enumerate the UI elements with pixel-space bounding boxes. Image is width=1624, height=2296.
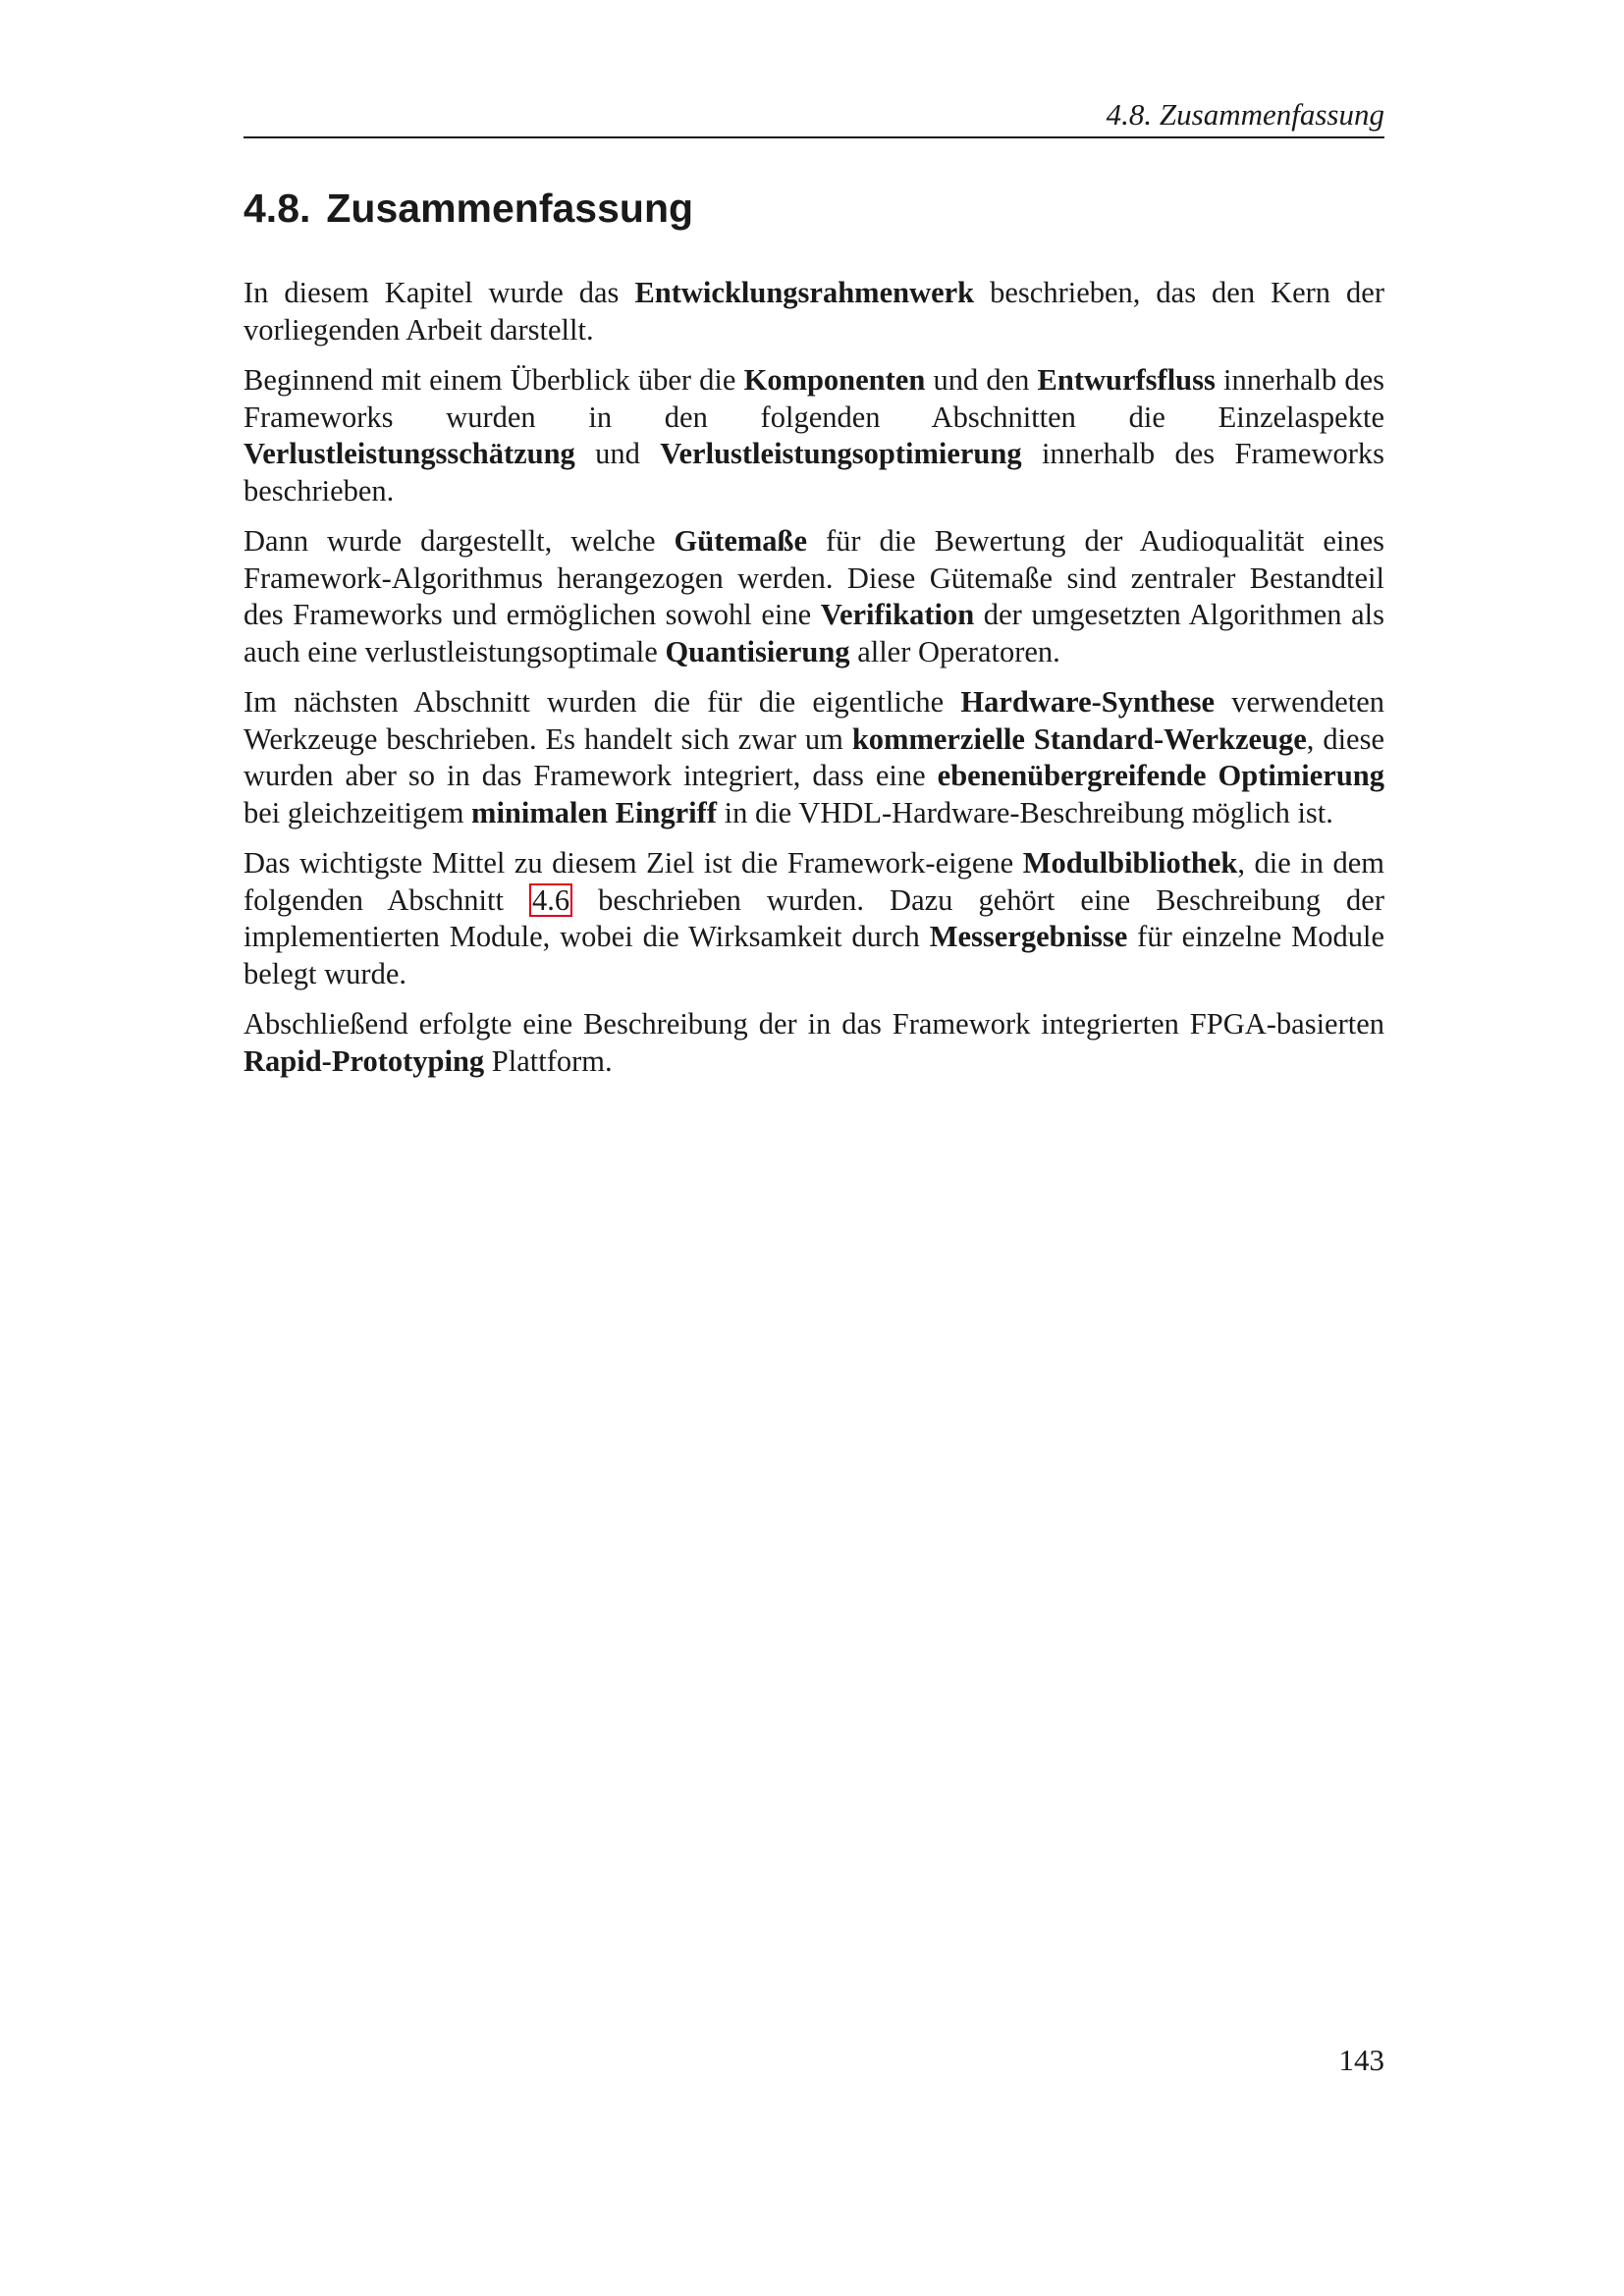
text-run: Abschließend erfolgte eine Beschreibung der in das Framework integrierten FPGA-basierten xyxy=(244,1007,1384,1041)
text-run: , die in dem folgenden Abschnitt xyxy=(244,846,1385,917)
text-run: In diesem Kapitel wurde das xyxy=(244,276,635,309)
paragraph-5 xyxy=(244,845,1384,992)
text-run: bei gleichzeitigem xyxy=(244,795,472,829)
text-run: Das wichtigste Mittel zu diesem Ziel ist die Framework-eigene xyxy=(244,846,1023,880)
text-run: aller Operatoren. xyxy=(849,634,1060,668)
paragraph-4 xyxy=(244,684,1384,831)
section-number: 4.8. xyxy=(244,186,311,231)
bold-term: Verlustleistungsoptimierung xyxy=(660,437,1022,470)
bold-term: Modulbibliothek xyxy=(1022,846,1238,880)
bold-term: Rapid-Prototyping xyxy=(244,1043,485,1078)
bold-term: Quantisierung xyxy=(665,634,850,668)
text-run: Dann wurde dargestellt, welche xyxy=(244,524,675,558)
bold-term: ebenenübergreifende Optimierung xyxy=(937,759,1384,792)
text-run: Im nächsten Abschnitt wurden die für die eigentliche xyxy=(244,685,961,719)
paragraph-1 xyxy=(244,275,1384,348)
paragraph-6 xyxy=(244,1006,1384,1080)
section-title xyxy=(244,183,693,234)
page-number: 143 xyxy=(1338,2043,1384,2077)
bold-term: kommerzielle Standard-Werkzeuge xyxy=(851,721,1307,756)
text-run: beschrieben, das den Kern der vorliegenden Arbeit darstellt. xyxy=(244,276,1385,347)
text-run: beschrieben wurden. Dazu gehört eine Beschreibung der implementierten Module, wobei die Wirksamkeit durch xyxy=(244,882,1384,953)
text-run: für die Bewertung der Audioqualität eines Framework-Algorithmus herangezogen werden. Diese Gütemaße sind zentraler Bestandteil des Frameworks und ermöglichen sowohl eine xyxy=(244,524,1384,631)
bold-term: minimalen Eingriff xyxy=(471,795,717,829)
bold-term: Komponenten xyxy=(743,363,926,397)
bold-term: Verlustleistungsschätzung xyxy=(244,437,575,470)
bold-term: Hardware-Synthese xyxy=(960,685,1216,719)
text-run: Beginnend mit einem Überblick über die xyxy=(244,363,744,397)
text-run: verwendeten Werkzeuge beschrieben. Es handelt sich zwar um xyxy=(244,685,1385,756)
section-title-text: Zusammenfassung xyxy=(326,186,694,231)
paragraph-2 xyxy=(244,362,1384,509)
text-run: für einzelne Module belegt wurde. xyxy=(244,920,1384,990)
bold-term: Entwurfsfluss xyxy=(1037,363,1216,397)
text-run: und xyxy=(574,437,661,470)
text-run: der umgesetzten Algorithmen als auch eine verlustleistungsoptimale xyxy=(244,598,1384,668)
text-run: Plattform. xyxy=(484,1043,613,1078)
paragraph-3 xyxy=(244,523,1384,670)
text-run: innerhalb des Frameworks beschrieben. xyxy=(244,437,1384,507)
text-run: und den xyxy=(925,363,1038,397)
body-text xyxy=(244,275,1384,1094)
bold-term: Entwicklungsrahmenwerk xyxy=(634,276,975,309)
text-run: in die VHDL-Hardware-Beschreibung möglich ist. xyxy=(716,795,1333,829)
bold-term: Gütemaße xyxy=(674,524,808,558)
text-run: , diese wurden aber so in das Framework integriert, dass eine xyxy=(244,721,1385,792)
text-run: innerhalb des Frameworks wurden in den folgenden Abschnitten die Einzelaspekte xyxy=(244,363,1385,434)
running-header: 4.8. Zusammenfassung xyxy=(1106,97,1384,132)
section-reference-link[interactable]: 4.6 xyxy=(529,883,572,917)
bold-term: Messergebnisse xyxy=(929,920,1128,953)
bold-term: Verifikation xyxy=(820,598,975,631)
header-rule xyxy=(244,136,1384,138)
